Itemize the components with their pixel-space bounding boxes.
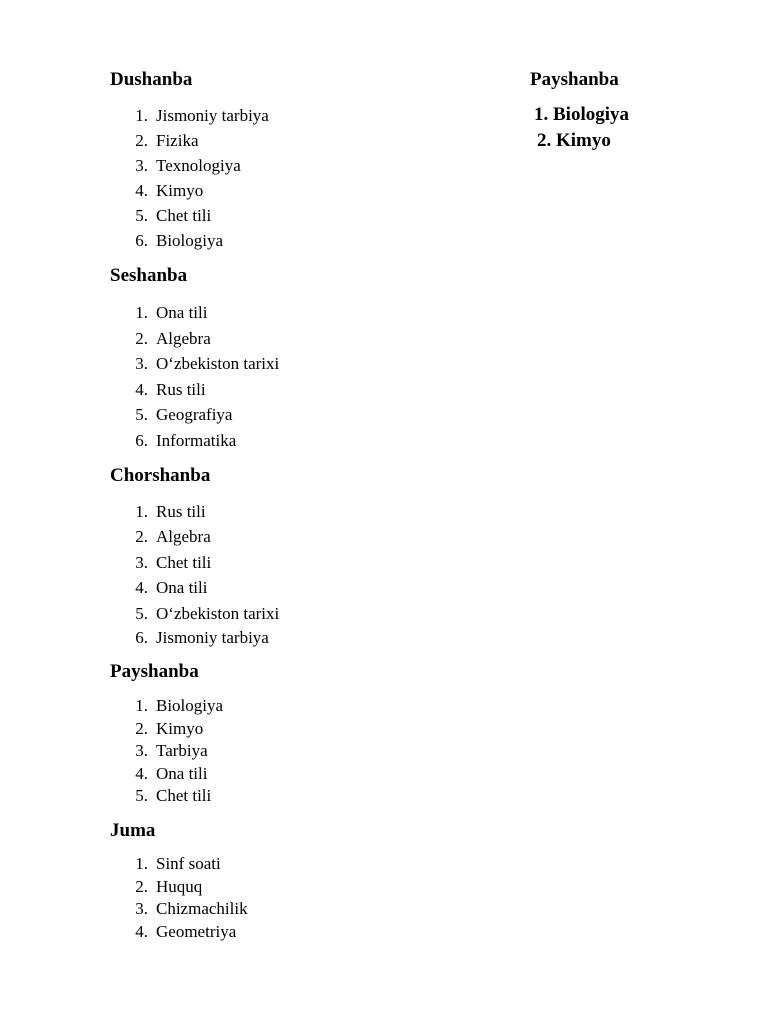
subject-name: Chet tili (156, 552, 212, 572)
subject-name: O‘zbekiston tarixi (156, 354, 280, 374)
subject-name: Chet tili (156, 206, 212, 225)
item-number: 2. (135, 876, 148, 896)
subject-name: Ona tili (156, 763, 208, 783)
item-number: 2. (135, 328, 148, 348)
right-heading-payshanba: Payshanba (530, 69, 619, 90)
right-list-item: 1. Biologiya (534, 104, 630, 125)
item-number: 5. (135, 786, 148, 806)
item-number: 1. (135, 854, 148, 873)
subject-name: Geografiya (156, 405, 233, 425)
item-number: 6. (135, 231, 148, 250)
item-number: 1. (135, 106, 148, 125)
item-number: 4. (135, 181, 148, 200)
day-heading-dushanba: Dushanba (110, 69, 193, 90)
item-number: 1. (135, 303, 148, 322)
day-heading-juma: Juma (110, 820, 156, 841)
item-number: 2. (135, 718, 148, 738)
subject-name: Informatika (156, 430, 237, 450)
item-number: 5. (135, 405, 148, 425)
subject-name: Ona tili (156, 578, 208, 598)
subject-name: Geometriya (156, 921, 237, 941)
subject-name: Algebra (156, 527, 211, 547)
subject-name: Rus tili (156, 379, 206, 399)
subject-name: Sinf soati (156, 854, 221, 873)
subject-name: Tarbiya (156, 741, 208, 761)
item-number: 3. (135, 354, 148, 374)
subject-name: Fizika (156, 131, 199, 150)
item-number: 3. (135, 552, 148, 572)
item-number: 4. (135, 578, 148, 598)
item-number: 1. (135, 696, 148, 715)
day-heading-payshanba: Payshanba (110, 661, 199, 682)
item-number: 2. (135, 131, 148, 150)
item-number: 3. (135, 741, 148, 761)
subject-name: Huquq (156, 876, 203, 896)
subject-name: Texnologiya (156, 156, 241, 175)
subject-name: Algebra (156, 328, 211, 348)
item-number: 5. (135, 603, 148, 623)
day-heading-seshanba: Seshanba (110, 265, 188, 286)
item-number: 5. (135, 206, 148, 225)
subject-name: Biologiya (156, 696, 224, 715)
item-number: 4. (135, 763, 148, 783)
subject-name: Kimyo (156, 181, 204, 200)
day-heading-chorshanba: Chorshanba (110, 465, 211, 486)
subject-name: Jismoniy tarbiya (156, 106, 269, 125)
subject-name: Chet tili (156, 786, 212, 806)
item-number: 1. (135, 502, 148, 521)
item-number: 2. (135, 527, 148, 547)
item-number: 3. (135, 156, 148, 175)
right-list-item: 2. Kimyo (537, 130, 611, 151)
item-number: 6. (135, 430, 148, 450)
item-number: 3. (135, 899, 148, 919)
item-number: 6. (135, 627, 148, 647)
subject-name: Chizmachilik (156, 899, 248, 919)
subject-name: Rus tili (156, 502, 206, 521)
subject-name: Ona tili (156, 303, 208, 322)
item-number: 4. (135, 379, 148, 399)
subject-name: O‘zbekiston tarixi (156, 603, 280, 623)
subject-name: Jismoniy tarbiya (156, 627, 269, 647)
subject-name: Biologiya (156, 231, 224, 250)
item-number: 4. (135, 921, 148, 941)
subject-name: Kimyo (156, 718, 204, 738)
